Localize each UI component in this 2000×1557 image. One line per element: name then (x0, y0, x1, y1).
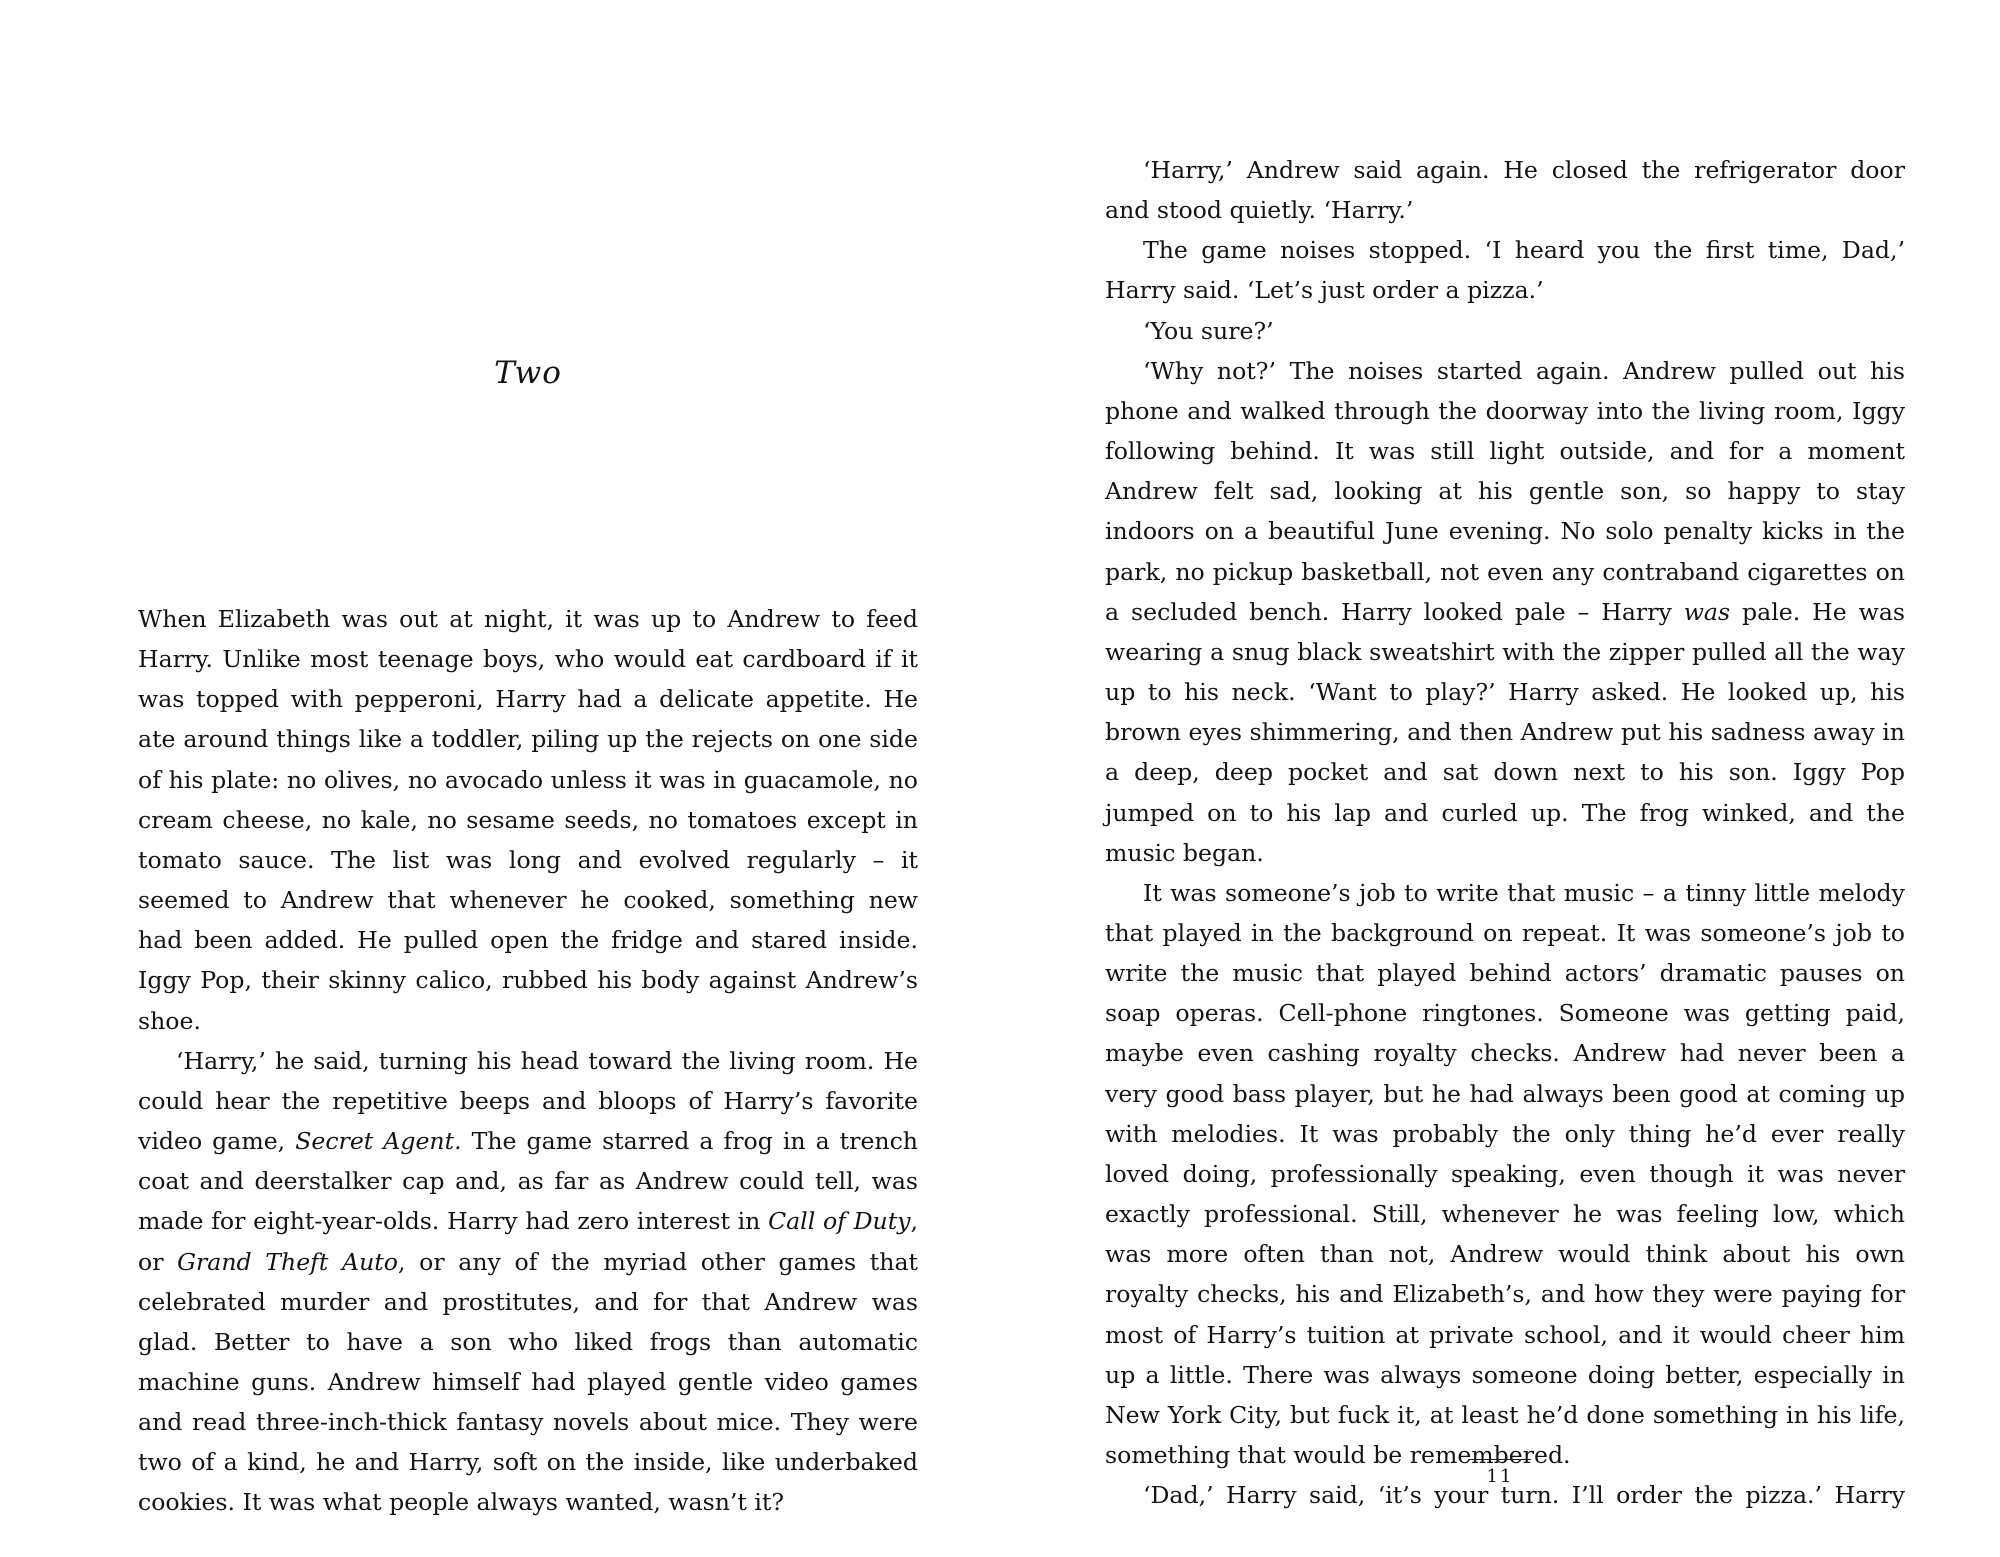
left-page-body (138, 599, 918, 1523)
right-page (1000, 0, 2000, 1557)
text-run: , or any of the myriad other games that celebrated murder and prostitutes, and for that Andrew was glad. Better to have a son who liked frogs than automatic machine guns. Andrew himself had played gentle video games and read three-inch-thick fantasy novels about mice. They were two of a kind, he and Harry, soft on the inside, like underbaked cookies. It was what people always wanted, wasn’t it? (138, 1247, 918, 1517)
text-run: ‘Dad,’ Harry said, ‘it’s your turn. I’ll order the pizza.’ Harry (1143, 1481, 1905, 1510)
text-run: ‘You sure?’ (1143, 316, 1274, 345)
paragraph (1105, 311, 1905, 351)
chapter-title: Two (494, 355, 562, 391)
italic-text: Call of Duty (768, 1207, 911, 1236)
paragraph (1105, 873, 1905, 1475)
paragraph (138, 599, 918, 1041)
text-run: ‘Why not?’ The noises started again. Andrew pulled out his phone and walked through the doorway into the living room, Iggy following behind. It was still light outside, and for a moment Andrew felt sad, looking at his gentle son, so happy to stay indoors on a beautiful June evening. No solo penalty kicks in the park, no pickup basketball, not even any contraband cigarettes on a secluded bench. Harry looked pale – Harry (1105, 356, 1905, 626)
paragraph (1105, 150, 1905, 230)
right-page-body (1105, 150, 1905, 1515)
page-number: 11 (1486, 1466, 1514, 1487)
text-run: When Elizabeth was out at night, it was up to Andrew to feed Harry. Unlike most teenage boys, who would eat cardboard if it was topped with pepperoni, Harry had a delicate appetite. He ate around things like a toddler, piling up the rejects on one side of his plate: no olives, no avocado unless it was in guacamole, no cream cheese, no kale, no sesame seeds, no tomatoes except in tomato sauce. The list was long and evolved regularly – it seemed to Andrew that whenever he cooked, something new had been added. He pulled open the fridge and stared inside. Iggy Pop, their skinny calico, rubbed his body against Andrew’s shoe. (138, 605, 918, 1035)
text-run: The game noises stopped. ‘I heard you the first time, Dad,’ Harry said. ‘Let’s just order a pizza.’ (1105, 236, 1905, 305)
text-run: ‘Harry,’ Andrew said again. He closed the refrigerator door and stood quietly. ‘Harry.’ (1105, 156, 1905, 225)
text-run: It was someone’s job to write that music – a tinny little melody that played in the background on repeat. It was someone’s job to write the music that played behind actors’ dramatic pauses on soap operas. Cell-phone ringtones. Someone was getting paid, maybe even cashing royalty checks. Andrew had never been a very good bass player, but he had always been good at coming up with melodies. It was probably the only thing he’d ever really loved doing, professionally speaking, even though it was never exactly professional. Still, whenever he was feeling low, which was more often than not, Andrew would think about his own royalty checks, his and Elizabeth’s, and how they were paying for most of Harry’s tuition at private school, and it would cheer him up a little. There was always someone doing better, especially in New York City, but fuck it, at least he’d done something in his life, something that would be remembered. (1105, 878, 1905, 1469)
italic-text: was (1683, 597, 1731, 626)
folio-rule (1469, 1459, 1531, 1460)
paragraph (1105, 351, 1905, 873)
paragraph (1105, 230, 1905, 310)
text-run: ‘Harry,’ he said, turning his head toward the living room. He could hear the repetitive beeps and bloops of Harry’s favorite video game, (138, 1046, 918, 1156)
text-run: The game starred a frog in a trench coat and deerstalker cap and, as far as Andrew could tell, was made for eight-year-olds. Harry had zero interest in (138, 1127, 919, 1236)
text-run: , or (138, 1207, 919, 1276)
page-number-block (1465, 1459, 1535, 1487)
italic-text: Secret Agent. (295, 1127, 462, 1156)
paragraph (138, 1041, 918, 1523)
italic-text: Grand Theft Auto (177, 1247, 398, 1276)
text-run: pale. He was wearing a snug black sweatshirt with the zipper pulled all the way up to his neck. ‘Want to play?’ Harry asked. He looked up, his brown eyes shimmering, and then Andrew put his sadness away in a deep, deep pocket and sat down next to his son. Iggy Pop jumped on to his lap and curled up. The frog winked, and the music began. (1105, 597, 1905, 867)
